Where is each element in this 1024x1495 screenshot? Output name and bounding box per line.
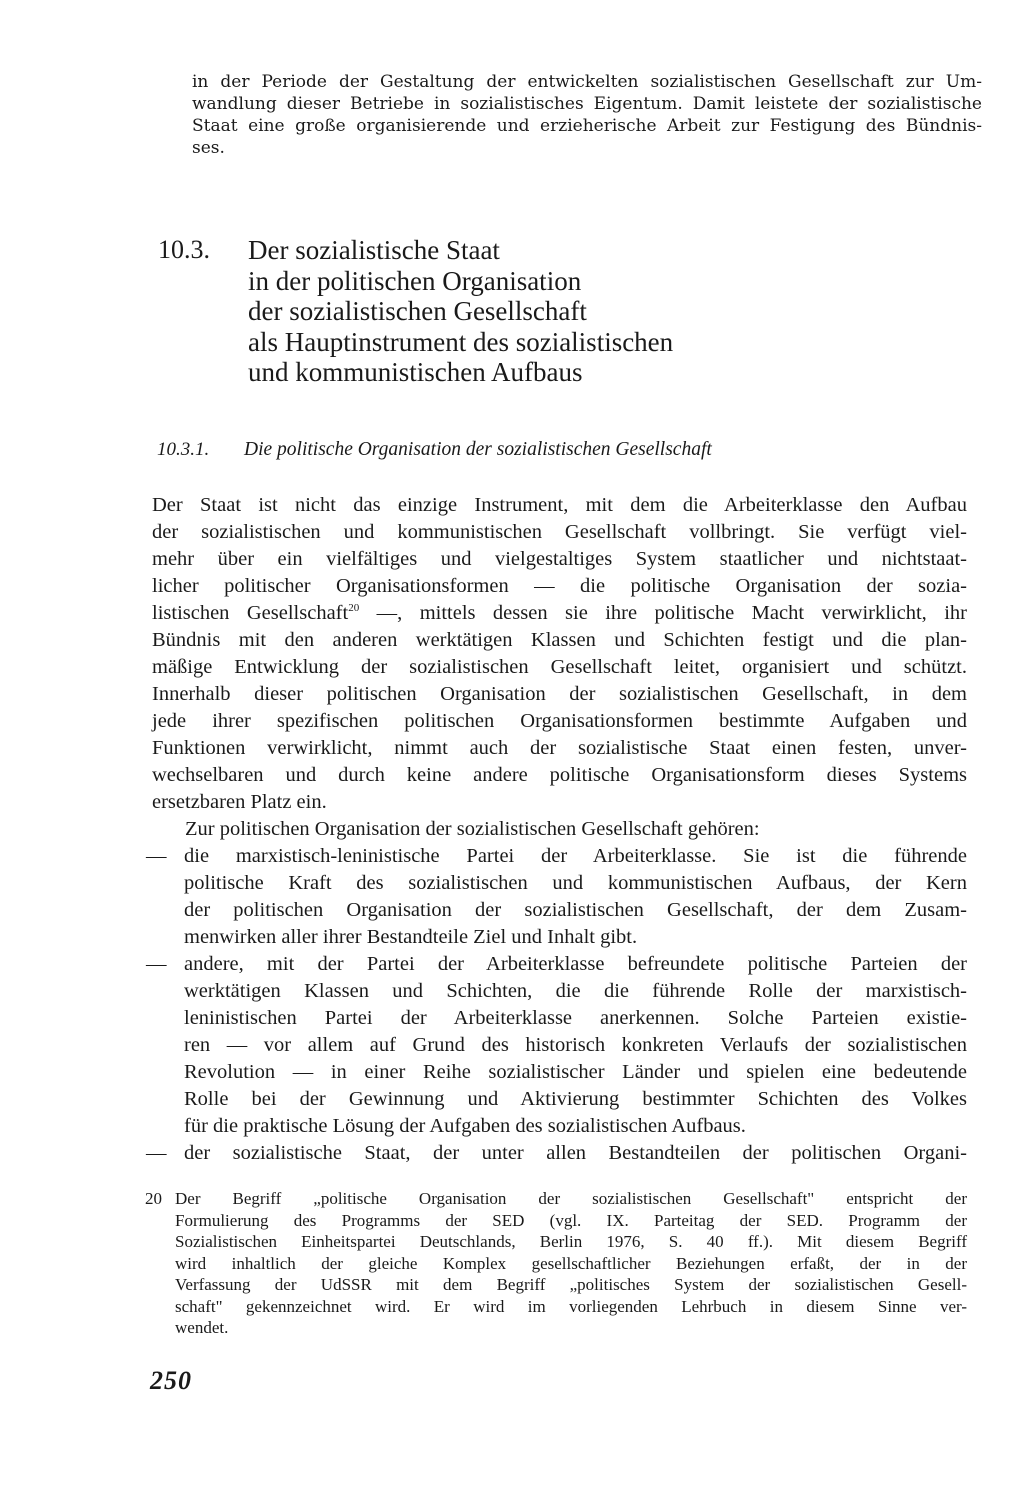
main-text: [146, 492, 968, 1167]
section-title-line: Der sozialistische Staat: [248, 235, 500, 265]
list-item: [146, 1140, 967, 1167]
section-title-line: als Hauptinstrument des sozialistischen: [248, 326, 674, 357]
dash-bullet: —: [146, 953, 167, 975]
text-line: der sozialistische Staat, der unter allen Bestandteilen der politischen Organi-: [184, 1142, 967, 1164]
section-title: [248, 235, 768, 388]
text-line: mäßige Entwicklung der sozialistischen Gesellschaft leitet, organisiert und schützt.: [152, 656, 967, 678]
text-line: Bündnis mit den anderen werktätigen Klassen und Schichten festigt und die plan-: [152, 629, 967, 651]
text-line: Staat eine große organisierende und erzieherische Arbeit zur Festigung des Bündnis-: [192, 116, 982, 136]
text-line: Zur politischen Organisation der sozialistischen Gesellschaft gehören:: [185, 818, 760, 840]
text-line: Funktionen verwirklicht, nimmt auch der sozialistische Staat einen festen, unver-: [152, 737, 967, 759]
subsection-title: Die politische Organisation der sozialistischen Gesellschaft: [244, 439, 712, 460]
text-line: mehr über ein vielfältiges und vielgestaltiges System staatlicher und nichtstaat-: [152, 548, 967, 570]
text-fragment: —, mittels dessen sie ihre politische Macht verwirklicht, ihr: [359, 602, 968, 624]
text-line: Innerhalb dieser politischen Organisation der sozialistischen Gesellschaft, in dem: [152, 683, 967, 705]
text-line: Revolution — in einer Reihe sozialistischer Länder und spielen eine bedeutende: [184, 1061, 967, 1083]
text-line: schaft" gekennzeichnet wird. Er wird im vorliegenden Lehrbuch in diesem Sinne ver-: [175, 1296, 967, 1316]
text-line: ses.: [192, 138, 225, 158]
footnote-number: 20: [145, 1189, 162, 1208]
text-line: in der Periode der Gestaltung der entwickelten sozialistischen Gesellschaft zur Um-: [192, 72, 982, 92]
text-line: leninistischen Partei der Arbeiterklasse anerkennen. Solche Parteien existie-: [184, 1007, 967, 1029]
text-line: für die praktische Lösung der Aufgaben des sozialistischen Aufbaus.: [184, 1115, 746, 1137]
text-line: Formulierung des Programms der SED (vgl. IX. Parteitag der SED. Programm der: [175, 1210, 967, 1230]
text-line: licher politischer Organisationsformen — die politische Organisation der sozia-: [152, 575, 967, 597]
text-line: Der Begriff „politische Organisation der sozialistischen Gesellschaft" entspricht der: [175, 1189, 967, 1208]
footnote-reference: 20: [348, 602, 360, 614]
text-line: wechselbaren und durch keine andere politische Organisationsform dieses Systems: [152, 764, 967, 786]
section-title-line: in der politischen Organisation: [248, 265, 582, 296]
text-line: Rolle bei der Gewinnung und Aktivierung bestimmter Schichten des Volkes: [184, 1088, 967, 1110]
paragraph: [152, 492, 967, 816]
footnote: [145, 1188, 967, 1339]
section-number: 10.3.: [158, 235, 210, 264]
intro-paragraph: [192, 71, 982, 159]
paragraph: [152, 816, 967, 843]
text-line: jede ihrer spezifischen politischen Organisationsformen bestimmte Aufgaben und: [152, 710, 967, 732]
text-line: wandlung dieser Betriebe in sozialistisches Eigentum. Damit leistete der sozialistische: [192, 94, 982, 114]
text-line: werktätigen Klassen und Schichten, die die führende Rolle der marxistisch-: [184, 980, 967, 1002]
section-title-line: der sozialistischen Gesellschaft: [248, 296, 587, 326]
text-line: wird inhaltlich der gleiche Komplex gesellschaftlicher Beziehungen erfaßt, der in der: [175, 1253, 967, 1273]
text-line: menwirken aller ihrer Bestandteile Ziel und Inhalt gibt.: [184, 926, 638, 948]
subsection-number: 10.3.1.: [157, 439, 210, 460]
text-line: Sozialistischen Einheitspartei Deutschlands, Berlin 1976, S. 40 ff.). Mit diesem Begriff: [175, 1232, 967, 1251]
text-line: Der Staat ist nicht das einzige Instrument, mit dem die Arbeiterklasse den Aufbau: [152, 494, 967, 516]
dash-bullet: —: [146, 845, 167, 867]
dash-bullet: —: [146, 1142, 167, 1164]
list-item: [146, 951, 967, 1140]
text-line: der sozialistischen und kommunistischen Gesellschaft vollbringt. Sie verfügt viel-: [152, 521, 967, 543]
text-line: ren — vor allem auf Grund des historisch konkreten Verlaufs der sozialistischen: [184, 1034, 967, 1056]
list-item: [146, 843, 967, 951]
text-line: andere, mit der Partei der Arbeiterklasse befreundete politische Parteien der: [184, 953, 967, 975]
text-line: Verfassung der UdSSR mit dem Begriff „politisches System der sozialistischen Gesell-: [175, 1275, 967, 1294]
text-line: politische Kraft des sozialistischen und kommunistischen Aufbaus, der Kern: [184, 872, 967, 894]
text-line: wendet.: [175, 1318, 229, 1337]
section-title-line: und kommunistischen Aufbaus: [248, 357, 583, 387]
page-number: 250: [150, 1366, 192, 1395]
text-line: die marxistisch-leninistische Partei der Arbeiterklasse. Sie ist die führende: [184, 845, 967, 867]
footnote-text: [175, 1188, 967, 1339]
text-line: ersetzbaren Platz ein.: [152, 791, 327, 813]
text-fragment: listischen Gesellschaft: [152, 602, 349, 624]
text-line: der politischen Organisation der sozialistischen Gesellschaft, der dem Zusam-: [184, 899, 967, 921]
text-line: [152, 600, 967, 627]
